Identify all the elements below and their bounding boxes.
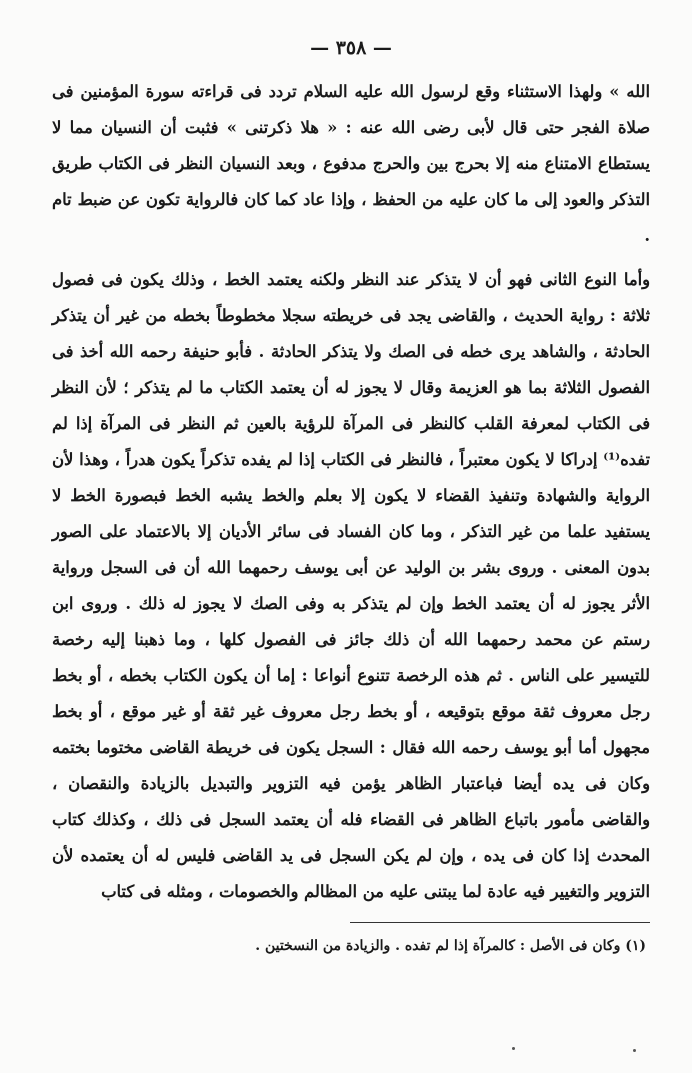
page-number: — ٣٥٨ — bbox=[310, 37, 392, 59]
document-page bbox=[52, 36, 650, 1046]
scan-speck bbox=[633, 1049, 636, 1052]
paragraph-1: الله » ولهذا الاستثناء وقع لرسول الله عليه السلام تردد فى قراءته سورة المؤمنين فى صلاة الفجر حتى قال لأبى رضى الله عنه : « هلا ذكرتنى » فثبت أن النسيان مما لا يستطاع الامتناع منه إلا بحرج بين والحرج مدفوع ، وبعد النسيان النظر فى الكتاب طريق التذكر والعود إلى ما كان عليه من الحفظ ، وإذا عاد كما كان فالرواية تكون عن ضبط تام . bbox=[52, 82, 650, 245]
paragraph-2: وأما النوع الثانى فهو أن لا يتذكر عند النظر ولكنه يعتمد الخط ، وذلك يكون فى فصول ثلاثة : رواية الحديث ، والقاضى يجد فى خريطته سجلا مخطوطاً بخطه من غير أن يتذكر الحادثة ، والشاهد يرى خطه فى الصك ولا يتذكر الحادثة . فأبو حنيفة رحمه الله أخذ فى الفصول الثلاثة بما هو العزيمة وقال لا يجوز له أن يعتمد الكتاب ما لم يتذكر ؛ لأن النظر فى الكتاب لمعرفة القلب كالنظر فى المرآة للرؤية بالعين ثم النظر فى المرآة إذا لم تفده⁽¹⁾ إدراكا لا يكون معتبراً ، فالنظر فى الكتاب إذا لم يفده تذكراً يكون هدراً ، وهذا لأن الرواية والشهادة وتنفيذ القضاء لا يكون إلا بعلم والخط يشبه الخط فبصورة الخط لا يستفيد علما من غير التذكر ، وما كان الفساد فى سائر الأديان إلا بالاعتماد على الصور بدون المعنى . وروى بشر بن الوليد عن أبى يوسف رحمهما الله أن فى السجل ورواية الأثر يجوز له أن يعتمد الخط وإن لم يتذكر به وفى الصك لا يجوز له ذلك . وروى ابن رستم عن محمد رحمهما الله أن ذلك جائز فى الفصول كلها ، وما ذهبنا إليه رخصة للتيسير على الناس . ثم هذه الرخصة تتنوع أنواعا : إما أن يكون الكتاب بخطه ، أو بخط رجل معروف ثقة موقع بتوقيعه ، أو بخط رجل معروف غير ثقة أو غير موقع ، أو بخط مجهول أما أبو يوسف رحمه الله فقال : السجل يكون فى خريطة القاضى مختوما بختمه وكان فى يده أيضا فباعتبار الظاهر يؤمن فيه التزوير والتبديل بالزيادة والنقصان ، والقاضى مأمور باتباع الظاهر فى القضاء فله أن يعتمد السجل فى ذلك ، وكذلك كتاب المحدث إذا كان فى يده ، وإن لم يكن السجل فى يد القاضى فليس له أن يعتمده لأن التزوير والتغيير فيه عادة لما يبتنى عليه من المظالم والخصومات ، ومثله فى كتاب bbox=[52, 270, 650, 901]
footnote: (١) وكان فى الأصل : كالمرآة إذا لم تفده . والزيادة من النسختين . bbox=[255, 938, 646, 954]
scan-speck bbox=[512, 1047, 515, 1050]
footnote-divider bbox=[350, 922, 650, 923]
